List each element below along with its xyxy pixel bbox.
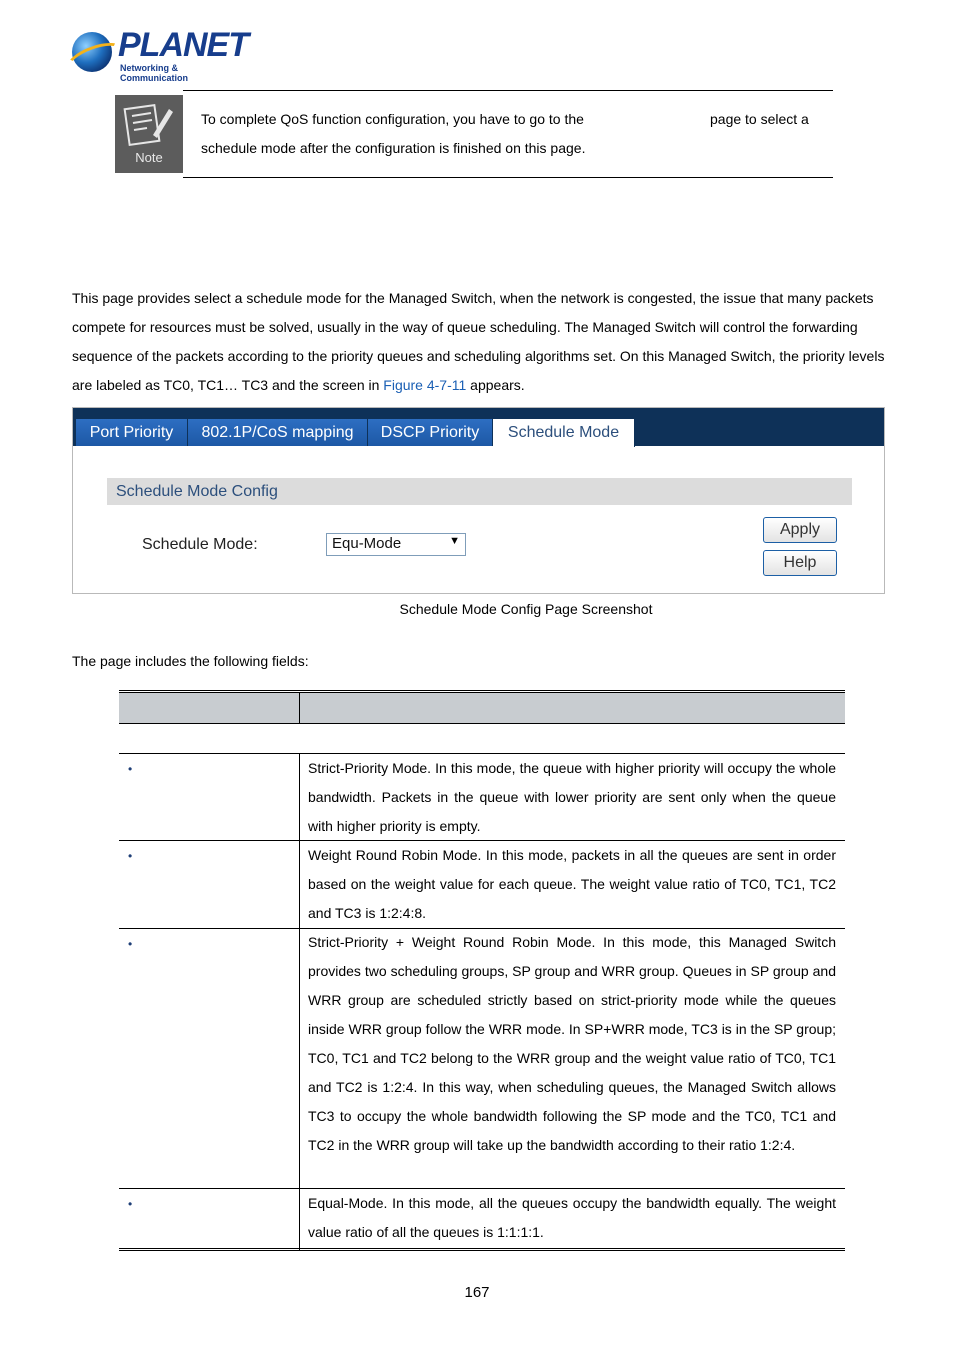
schedule-mode-screenshot [72,407,885,594]
figure-caption: Schedule Mode Config Page Screenshot [399,601,653,617]
table-bottom-rule-2 [119,1250,845,1251]
dropdown-arrow-icon: ▼ [449,535,460,547]
table-row-bullet: • [128,762,133,776]
table-row-bullet: • [128,849,133,863]
note-line-1-start: To complete QoS function configuration, you have to go to the [201,111,584,127]
table-row-bullet: • [128,937,133,951]
table-header-divider [299,693,300,724]
note-icon-label: Note [135,150,163,165]
note-icon [115,95,183,173]
table-row-description: Strict-Priority + Weight Round Robin Mode. In this mode, this Managed Switch provides two scheduling groups, SP group and WRR group. Queues in SP group and WRR group are scheduled strictly based on strict-priority mode while the queues inside WRR group follow the WRR mode. In SP+WRR mode, TC3 is in the SP group; TC0, TC1 and TC2 belong to the WRR group and the weight value ratio of TC0, TC1 and TC2 is 1:2:4. In this way, when scheduling queues, the Managed Switch allows TC3 to occupy the whole bandwidth following the SP mode and the TC0, TC1 and TC2 in the WRR group will take up the bandwidth according to their ratio 1:2:4. [308,934,836,1153]
fields-intro: The page includes the following fields: [72,653,309,669]
section-title: Schedule Mode Config [116,483,278,500]
help-button[interactable]: Help [763,550,837,576]
schedule-mode-select[interactable] [326,533,466,556]
logo-tagline: Networking & Communication [120,63,189,83]
intro-paragraph [72,284,887,400]
note-line-2: schedule mode after the configuration is finished on this page. [201,140,586,156]
table-row-description: Strict-Priority Mode. In this mode, the queue with higher priority will occupy the whole bandwidth. Packets in the queue with lower priority are sent only when the queue with higher priority is empty. [308,760,836,834]
intro-text: This page provides select a schedule mode for the Managed Switch, when the network is congested, the issue that many packets compete for resources must be solved, usually in the way of queue scheduling. The Managed Switch will control the forwarding sequence of the packets according to the priority queues and scheduling algorithms set. On this Managed Switch, the priority levels are labeled as TC0, TC1… TC3 and the screen in [72,290,885,393]
page-number: 167 [464,1284,490,1301]
tab-bar [73,408,884,446]
figure-link[interactable]: Figure 4-7-11 [383,377,467,393]
table-bottom-rule [119,1248,845,1249]
tab-dscp-priority[interactable]: DSCP Priority [368,419,493,446]
table-header [119,693,845,724]
config-section-header [107,478,852,505]
table-row-description: Weight Round Robin Mode. In this mode, packets in all the queues are sent in order based on the weight value for each queue. The weight value ratio of TC0, TC1, TC2 and TC3 is 1:2:4:8. [308,847,836,921]
note-bottom-rule [183,177,833,178]
planet-logo [72,26,248,83]
tab-8021p-cos-mapping[interactable]: 802.1P/CoS mapping [188,419,368,446]
tab-port-priority[interactable]: Port Priority [76,419,188,446]
table-top-rule [119,690,845,691]
globe-icon [72,32,112,72]
table-row-bullet: • [128,1197,133,1211]
apply-button[interactable]: Apply [763,517,837,543]
schedule-mode-label: Schedule Mode: [142,536,258,553]
note-top-rule [183,90,833,91]
column-divider [299,753,300,1250]
schedule-mode-value: Equ-Mode [332,535,402,552]
table-row-description: Equal-Mode. In this mode, all the queues occupy the bandwidth equally. The weight value ratio of all the queues is 1:1:1:1. [308,1195,836,1240]
note-line-1-end: page to select a [710,111,809,127]
intro-text-end: appears. [466,377,525,393]
tab-schedule-mode[interactable]: Schedule Mode [493,419,635,447]
logo-brand: PLANET [118,26,248,64]
